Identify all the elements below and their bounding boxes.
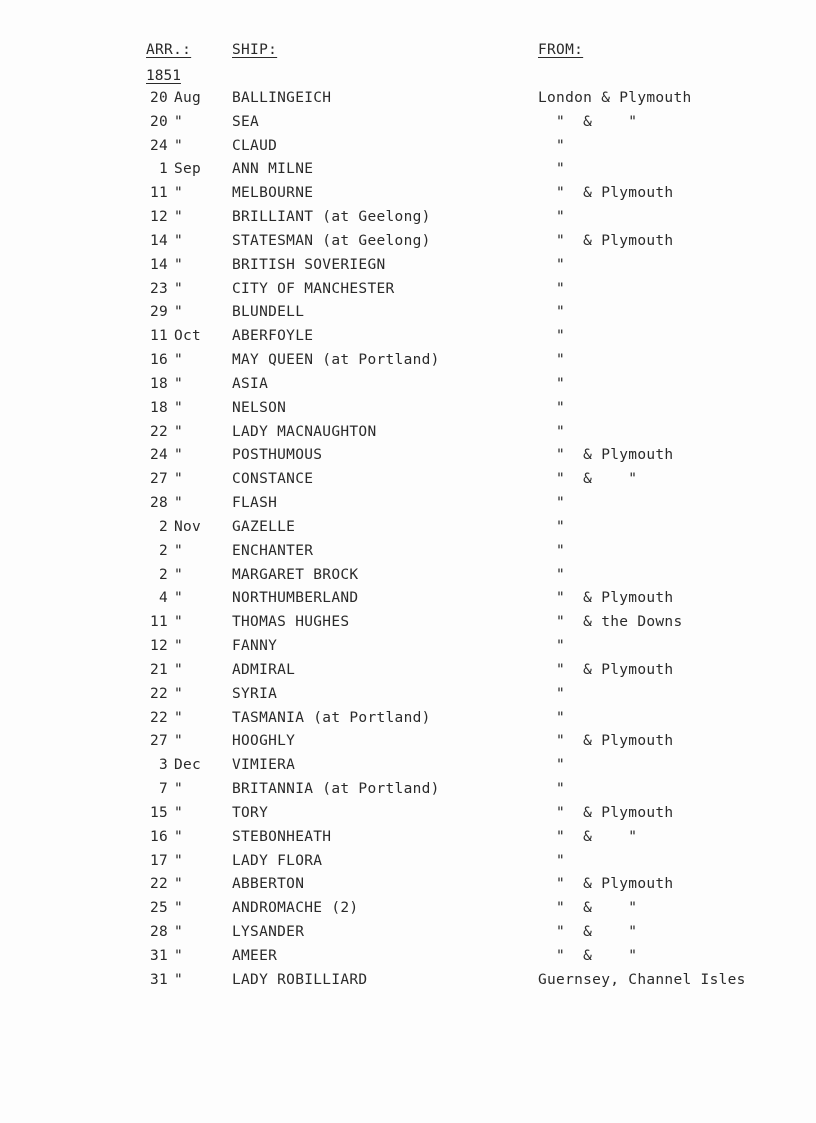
arrival-month: Nov bbox=[174, 518, 202, 535]
arrival-month: " bbox=[174, 304, 184, 321]
arrival-month: " bbox=[174, 781, 184, 798]
origin-port: " & Plymouth bbox=[538, 804, 674, 821]
origin-port: " bbox=[538, 399, 566, 416]
arrival-month: " bbox=[174, 876, 184, 893]
table-row bbox=[0, 590, 816, 614]
origin-port: " & Plymouth bbox=[538, 876, 674, 893]
origin-port: " bbox=[538, 757, 566, 774]
arrival-day: 4 bbox=[158, 590, 168, 607]
table-row bbox=[0, 924, 816, 948]
arrival-day: 22 bbox=[149, 709, 168, 726]
arrival-month: " bbox=[174, 828, 184, 845]
arrival-day: 16 bbox=[149, 352, 168, 369]
arrival-month: " bbox=[174, 923, 184, 940]
table-row bbox=[0, 304, 816, 328]
arrival-month: Sep bbox=[174, 161, 202, 178]
origin-port: " bbox=[538, 852, 566, 869]
arrival-month: " bbox=[174, 185, 184, 202]
arrival-month: " bbox=[174, 447, 184, 464]
arrival-day: 2 bbox=[158, 542, 168, 559]
table-row bbox=[0, 233, 816, 257]
header-arrival: ARR.: bbox=[146, 42, 192, 58]
arrival-day: 11 bbox=[149, 614, 168, 631]
table-row bbox=[0, 614, 816, 638]
origin-port: " bbox=[538, 280, 566, 297]
table-row bbox=[0, 733, 816, 757]
arrival-day: 31 bbox=[149, 947, 168, 964]
ship-name: STEBONHEATH bbox=[232, 828, 332, 845]
ship-name: CITY OF MANCHESTER bbox=[232, 280, 395, 297]
ship-name: BLUNDELL bbox=[232, 304, 305, 321]
origin-port: " bbox=[538, 518, 566, 535]
arrival-month: " bbox=[174, 256, 184, 273]
arrival-day: 20 bbox=[149, 90, 168, 106]
arrival-month: " bbox=[174, 542, 184, 559]
origin-port: " & " bbox=[538, 900, 638, 917]
ship-name: NORTHUMBERLAND bbox=[232, 590, 359, 607]
table-row bbox=[0, 376, 816, 400]
arrival-day: 22 bbox=[149, 685, 168, 702]
table-row bbox=[0, 424, 816, 448]
table-row bbox=[0, 638, 816, 662]
table-row bbox=[0, 90, 816, 114]
arrival-month: " bbox=[174, 423, 184, 440]
origin-port: " bbox=[538, 375, 566, 392]
arrival-day: 18 bbox=[149, 399, 168, 416]
arrival-day: 12 bbox=[149, 209, 168, 226]
ship-name: VIMIERA bbox=[232, 757, 296, 774]
origin-port: " bbox=[538, 256, 566, 273]
arrival-month: " bbox=[174, 685, 184, 702]
arrival-day: 28 bbox=[149, 495, 168, 512]
arrival-month: " bbox=[174, 137, 184, 154]
table-row bbox=[0, 829, 816, 853]
ship-name: BRILLIANT (at Geelong) bbox=[232, 209, 431, 226]
ship-name: GAZELLE bbox=[232, 518, 296, 535]
ship-name: LYSANDER bbox=[232, 923, 305, 940]
arrival-day: 27 bbox=[149, 733, 168, 750]
ship-name: CLAUD bbox=[232, 137, 278, 154]
arrival-month: " bbox=[174, 900, 184, 917]
ship-name: BALLINGEICH bbox=[232, 90, 332, 106]
table-row bbox=[0, 948, 816, 972]
table-row bbox=[0, 281, 816, 305]
table-row bbox=[0, 161, 816, 185]
table-row bbox=[0, 757, 816, 781]
table-row bbox=[0, 519, 816, 543]
origin-port: " bbox=[538, 638, 566, 655]
ship-name: LADY FLORA bbox=[232, 852, 323, 869]
table-row bbox=[0, 972, 816, 996]
table-row bbox=[0, 352, 816, 376]
arrival-day: 23 bbox=[149, 280, 168, 297]
arrival-day: 11 bbox=[149, 185, 168, 202]
arrival-month: " bbox=[174, 352, 184, 369]
arrival-day: 3 bbox=[158, 757, 168, 774]
arrival-day: 16 bbox=[149, 828, 168, 845]
origin-port: Guernsey, Channel Isles bbox=[538, 971, 746, 988]
arrival-day: 25 bbox=[149, 900, 168, 917]
arrival-day: 1 bbox=[158, 161, 168, 178]
table-row bbox=[0, 686, 816, 710]
table-row bbox=[0, 328, 816, 352]
arrival-day: 7 bbox=[158, 781, 168, 798]
arrival-month: " bbox=[174, 209, 184, 226]
arrival-day: 2 bbox=[158, 566, 168, 583]
table-row bbox=[0, 257, 816, 281]
arrival-day: 27 bbox=[149, 471, 168, 488]
arrival-day: 14 bbox=[149, 256, 168, 273]
arrival-month: " bbox=[174, 614, 184, 631]
arrival-month: " bbox=[174, 280, 184, 297]
arrival-day: 24 bbox=[149, 137, 168, 154]
ship-name: ENCHANTER bbox=[232, 542, 314, 559]
arrival-day: 14 bbox=[149, 232, 168, 249]
origin-port: " bbox=[538, 352, 566, 369]
ship-name: STATESMAN (at Geelong) bbox=[232, 232, 431, 249]
arrival-month: Dec bbox=[174, 757, 202, 774]
ship-name: ADMIRAL bbox=[232, 661, 296, 678]
table-row bbox=[0, 114, 816, 138]
table-row bbox=[0, 543, 816, 567]
origin-port: " & Plymouth bbox=[538, 733, 674, 750]
origin-port: " & Plymouth bbox=[538, 590, 674, 607]
ship-name: ABERFOYLE bbox=[232, 328, 314, 345]
ship-name: BRITANNIA (at Portland) bbox=[232, 781, 440, 798]
arrival-month: " bbox=[174, 852, 184, 869]
origin-port: " bbox=[538, 328, 566, 345]
ship-name: BRITISH SOVERIEGN bbox=[232, 256, 386, 273]
ship-name: ABBERTON bbox=[232, 876, 305, 893]
table-row bbox=[0, 567, 816, 591]
table-row bbox=[0, 805, 816, 829]
table-row bbox=[0, 710, 816, 734]
header-from: FROM: bbox=[538, 42, 584, 58]
table-row bbox=[0, 876, 816, 900]
arrival-day: 22 bbox=[149, 876, 168, 893]
arrival-month: " bbox=[174, 566, 184, 583]
ship-name: ANN MILNE bbox=[232, 161, 314, 178]
arrival-day: 22 bbox=[149, 423, 168, 440]
origin-port: " & Plymouth bbox=[538, 185, 674, 202]
table-row bbox=[0, 138, 816, 162]
year-label: 1851 bbox=[146, 68, 181, 84]
origin-port: " & the Downs bbox=[538, 614, 683, 631]
arrival-day: 11 bbox=[149, 328, 168, 345]
table-row bbox=[0, 853, 816, 877]
arrival-month: Oct bbox=[174, 328, 202, 345]
origin-port: " bbox=[538, 781, 566, 798]
ship-name: MELBOURNE bbox=[232, 185, 314, 202]
arrival-day: 15 bbox=[149, 804, 168, 821]
origin-port: " bbox=[538, 423, 566, 440]
ship-name: ANDROMACHE (2) bbox=[232, 900, 359, 917]
table-row bbox=[0, 495, 816, 519]
origin-port: " & " bbox=[538, 947, 638, 964]
arrival-month: " bbox=[174, 971, 184, 988]
ship-name: NELSON bbox=[232, 399, 287, 416]
origin-port: " bbox=[538, 709, 566, 726]
ship-name: MARGARET BROCK bbox=[232, 566, 359, 583]
ship-name: THOMAS HUGHES bbox=[232, 614, 350, 631]
ship-name: POSTHUMOUS bbox=[232, 447, 323, 464]
origin-port: " & " bbox=[538, 113, 638, 130]
table-row bbox=[0, 662, 816, 686]
ship-name: ASIA bbox=[232, 375, 269, 392]
ship-name: TORY bbox=[232, 804, 269, 821]
arrival-day: 12 bbox=[149, 638, 168, 655]
arrival-month: " bbox=[174, 638, 184, 655]
arrival-month: " bbox=[174, 733, 184, 750]
ship-name: FANNY bbox=[232, 638, 278, 655]
origin-port: " bbox=[538, 137, 566, 154]
header-ship: SHIP: bbox=[232, 42, 278, 58]
arrival-month: " bbox=[174, 375, 184, 392]
ship-name: SYRIA bbox=[232, 685, 278, 702]
table-row bbox=[0, 900, 816, 924]
table-row bbox=[0, 209, 816, 233]
arrival-day: 18 bbox=[149, 375, 168, 392]
ship-name: LADY ROBILLIARD bbox=[232, 971, 368, 988]
ship-name: FLASH bbox=[232, 495, 278, 512]
arrival-day: 31 bbox=[149, 971, 168, 988]
arrival-day: 20 bbox=[149, 113, 168, 130]
ship-name: CONSTANCE bbox=[232, 471, 314, 488]
arrival-month: " bbox=[174, 495, 184, 512]
origin-port: " & Plymouth bbox=[538, 447, 674, 464]
ship-name: SEA bbox=[232, 113, 260, 130]
arrival-day: 2 bbox=[158, 518, 168, 535]
origin-port: " & Plymouth bbox=[538, 661, 674, 678]
arrival-day: 17 bbox=[149, 852, 168, 869]
origin-port: London & Plymouth bbox=[538, 90, 692, 106]
arrival-day: 28 bbox=[149, 923, 168, 940]
origin-port: " & " bbox=[538, 923, 638, 940]
arrivals-list bbox=[0, 90, 816, 995]
arrival-day: 24 bbox=[149, 447, 168, 464]
origin-port: " & Plymouth bbox=[538, 232, 674, 249]
origin-port: " bbox=[538, 161, 566, 178]
origin-port: " bbox=[538, 566, 566, 583]
table-row bbox=[0, 447, 816, 471]
table-row bbox=[0, 471, 816, 495]
origin-port: " bbox=[538, 304, 566, 321]
ship-name: TASMANIA (at Portland) bbox=[232, 709, 431, 726]
origin-port: " bbox=[538, 495, 566, 512]
arrival-month: " bbox=[174, 709, 184, 726]
arrival-month: " bbox=[174, 947, 184, 964]
origin-port: " bbox=[538, 685, 566, 702]
arrival-month: " bbox=[174, 661, 184, 678]
table-row bbox=[0, 781, 816, 805]
arrival-month: " bbox=[174, 471, 184, 488]
origin-port: " & " bbox=[538, 828, 638, 845]
origin-port: " bbox=[538, 209, 566, 226]
arrival-month: " bbox=[174, 399, 184, 416]
table-row bbox=[0, 185, 816, 209]
arrival-month: Aug bbox=[174, 90, 202, 106]
ship-name: MAY QUEEN (at Portland) bbox=[232, 352, 440, 369]
arrival-month: " bbox=[174, 804, 184, 821]
arrival-month: " bbox=[174, 113, 184, 130]
ship-name: HOOGHLY bbox=[232, 733, 296, 750]
ship-name: LADY MACNAUGHTON bbox=[232, 423, 377, 440]
arrival-day: 29 bbox=[149, 304, 168, 321]
origin-port: " bbox=[538, 542, 566, 559]
arrival-month: " bbox=[174, 590, 184, 607]
ship-name: AMEER bbox=[232, 947, 278, 964]
arrival-month: " bbox=[174, 232, 184, 249]
table-row bbox=[0, 400, 816, 424]
arrival-day: 21 bbox=[149, 661, 168, 678]
origin-port: " & " bbox=[538, 471, 638, 488]
